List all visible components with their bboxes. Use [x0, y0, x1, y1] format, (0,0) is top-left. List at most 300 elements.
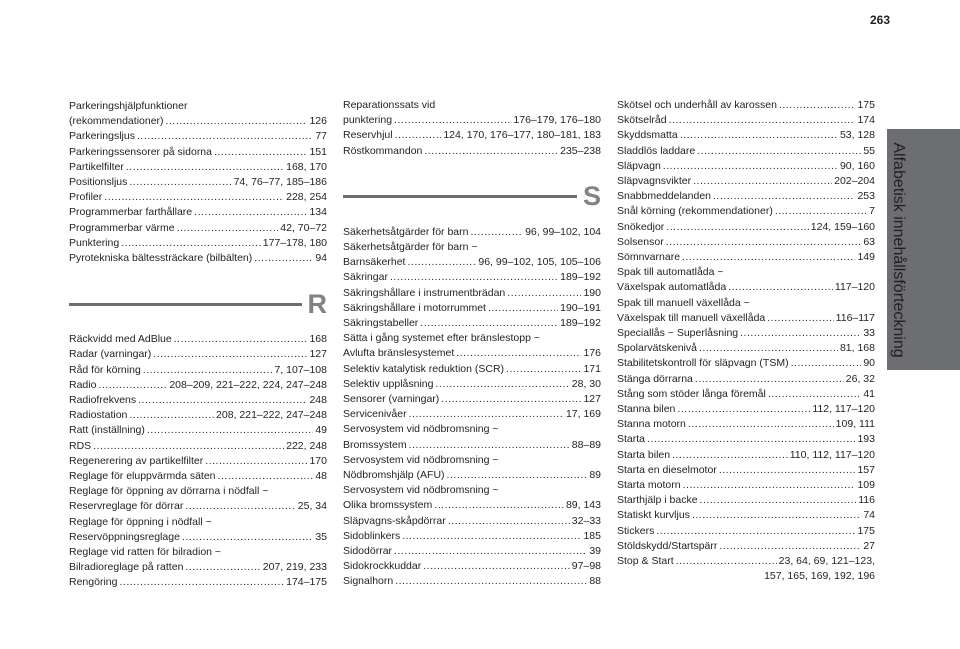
index-entry: [69, 251, 327, 266]
entry-label: Råd för körning: [69, 363, 141, 376]
entry-pages: 7, 107–108: [274, 363, 327, 376]
entry-label: Positionsljus: [69, 176, 128, 189]
entry-pages: 109: [857, 479, 875, 492]
entry-label: Parkeringssensorer på sidorna: [69, 145, 212, 158]
entry-pages: 90, 160: [839, 159, 875, 172]
leader-dots: [395, 574, 587, 589]
entry-heading: Reglage vid ratten för bilradion ~: [69, 546, 222, 559]
leader-dots: [779, 98, 856, 113]
entry-pages: 109, 111: [835, 418, 875, 431]
entry-pages: 175: [857, 524, 875, 537]
leader-dots: [409, 438, 570, 453]
entry-pages: 26, 32: [845, 372, 875, 385]
side-tab-label-wrap: [879, 129, 917, 370]
entry-label: Radio: [69, 378, 97, 391]
entry-pages: 32–33: [571, 514, 601, 527]
entry-heading: Spak till automatlåda ~: [617, 266, 724, 279]
entry-label: Nödbromshjälp (AFU): [343, 469, 445, 482]
leader-dots: [218, 469, 314, 484]
entry-label: Växelspak automatlåda: [617, 281, 727, 294]
entry-pages: 127: [583, 393, 601, 406]
entry-pages: 253: [857, 190, 875, 203]
entry-label: Säkringshållare i motorrummet: [343, 301, 486, 314]
entry-pages: 126: [309, 115, 327, 128]
index-entry: [343, 286, 601, 301]
leader-dots: [697, 144, 861, 159]
index-entry: [617, 448, 875, 463]
index-entry: [617, 159, 875, 174]
entry-pages: 112, 117–120: [812, 403, 875, 416]
entry-label: Solsensor: [617, 235, 664, 248]
index-entry: [69, 175, 327, 190]
entry-label: Stanna motorn: [617, 418, 686, 431]
leader-dots: [185, 560, 260, 575]
index-entry: [343, 270, 601, 285]
leader-dots: [692, 508, 861, 523]
entry-label: Statiskt kurvljus: [617, 509, 690, 522]
index-entry: [617, 98, 875, 113]
leader-dots: [177, 221, 279, 236]
entry-pages: 168: [309, 333, 327, 346]
index-entry: [617, 250, 875, 265]
index-entry: [69, 530, 327, 545]
entry-pages: 175: [857, 99, 875, 111]
index-entry: [343, 346, 601, 361]
entry-label: Säkringshållare i instrumentbrädan: [343, 286, 506, 299]
index-entry: [617, 508, 875, 523]
entry-label: Reservreglage för dörrar: [69, 500, 184, 513]
index-entry: [69, 560, 327, 575]
entry-heading: Parkeringshjälpfunktioner: [69, 100, 188, 112]
index-entry: [617, 432, 875, 447]
leader-dots: [402, 529, 581, 544]
entry-label: Starta en dieselmotor: [617, 463, 717, 476]
index-entry: [343, 514, 601, 529]
entry-pages: 190–191: [560, 301, 601, 314]
index-entry: [343, 498, 601, 513]
entry-heading: Servosystem vid nödbromsning ~: [343, 423, 499, 436]
entry-label: Stång som stöder långa föremål: [617, 387, 766, 400]
entry-pages: 25, 34: [297, 500, 327, 513]
leader-dots: [695, 372, 844, 387]
entry-label: Snål körning (rekommendationer): [617, 205, 773, 218]
leader-dots: [688, 417, 834, 432]
entry-label: Sidodörrar: [343, 545, 393, 558]
index-entry: [69, 408, 327, 423]
leader-dots: [409, 407, 564, 422]
index-block-s: [343, 225, 601, 590]
entry-label: RDS: [69, 439, 92, 452]
entry-pages: 55: [863, 144, 875, 157]
section-letter: S: [582, 181, 601, 212]
entry-pages: 228, 254: [286, 191, 327, 204]
entry-label: Sladdlös laddare: [617, 144, 696, 157]
index-entry: [69, 190, 327, 205]
entry-pages: 48: [315, 470, 327, 483]
leader-dots: [456, 346, 581, 361]
leader-dots: [676, 554, 777, 569]
entry-label: Släpvagns-skåpdörrar: [343, 514, 446, 527]
entry-heading: Säkerhetsåtgärder för barn ~: [343, 241, 478, 254]
entry-pages: 171: [583, 362, 601, 375]
leader-dots: [205, 454, 307, 469]
index-entry: [69, 439, 327, 454]
entry-label: Snökedjor: [617, 220, 665, 233]
entry-pages: 17, 169: [565, 408, 601, 421]
leader-dots: [471, 225, 524, 240]
entry-label: Servicenivåer: [343, 408, 407, 421]
index-entry: [343, 113, 601, 128]
entry-heading: Spak till manuell växellåda ~: [617, 296, 750, 309]
index-entry: [69, 378, 327, 393]
entry-pages: 88–89: [571, 438, 601, 451]
index-entry: [343, 559, 601, 574]
leader-dots: [143, 363, 273, 378]
side-tab-label: Alfabetisk innehållsförteckning: [890, 141, 907, 358]
index-entry: [617, 326, 875, 341]
leader-dots: [677, 402, 810, 417]
index-entry: [617, 554, 875, 569]
entry-pages: 174: [857, 114, 875, 127]
index-entry: [343, 529, 601, 544]
leader-dots: [182, 530, 313, 545]
entry-label: Signalhorn: [343, 575, 394, 588]
entry-pages: 174–175: [286, 576, 327, 589]
entry-label: Reservhjul: [343, 129, 393, 142]
index-entry: [343, 392, 601, 407]
index-entry: [343, 362, 601, 377]
index-entry: [69, 423, 327, 438]
entry-label: Släpvagnsvikter: [617, 175, 692, 188]
entry-label: Växelspak till manuell växellåda: [617, 311, 766, 324]
entry-label: Räckvidd med AdBlue: [69, 333, 172, 346]
entry-pages: 28, 30: [571, 377, 601, 390]
entry-label: Skötselråd: [617, 114, 667, 127]
index-entry: [343, 128, 601, 143]
index-entry: [617, 356, 875, 371]
index-entry: [69, 236, 327, 251]
entry-pages: 27: [863, 539, 875, 552]
entry-label: Programmerbar farthållare: [69, 206, 193, 219]
entry-label: Sensorer (varningar): [343, 393, 440, 406]
entry-pages: 74, 76–77, 185–186: [233, 176, 327, 189]
entry-label: Avlufta bränslesystemet: [343, 347, 455, 360]
entry-label: Reservöppningsreglage: [69, 530, 180, 543]
index-entry: [617, 372, 875, 387]
entry-heading: Reglage för öppning av dörrarna i nödfall ~: [69, 485, 269, 498]
leader-dots: [194, 205, 307, 220]
entry-pages: 77: [315, 130, 327, 143]
entry-pages: 35: [315, 530, 327, 543]
index-entry: [343, 438, 601, 453]
leader-dots: [693, 174, 832, 189]
entry-pages: 176: [583, 347, 601, 360]
index-block-r: [69, 332, 327, 590]
index-entry: [617, 478, 875, 493]
section-divider: [343, 195, 577, 198]
entry-pages: 177–178, 180: [262, 236, 327, 249]
entry-label: Regenerering av partikelfilter: [69, 454, 204, 467]
entry-label: Partikelfilter: [69, 160, 124, 173]
entry-label: Barnsäkerhet: [343, 256, 406, 269]
entry-label: Radiofrekvens: [69, 394, 137, 407]
entry-pages: 88: [589, 575, 601, 588]
entry-pages-continued: 157, 165, 169, 192, 196: [764, 570, 875, 583]
entry-pages: 33: [863, 327, 875, 340]
index-entry: [617, 204, 875, 219]
entry-heading: Reglage för öppning i nödfall ~: [69, 515, 212, 528]
leader-dots: [434, 498, 564, 513]
entry-pages: 116: [858, 494, 875, 507]
entry-label: Olika bromssystem: [343, 499, 433, 512]
entry-label: Bilradioreglage på ratten: [69, 561, 184, 574]
entry-label: Starta: [617, 433, 646, 446]
entry-label: Skötsel och underhåll av karossen: [617, 99, 777, 111]
entry-pages: 97–98: [571, 560, 601, 573]
entry-label: Sömnvarnare: [617, 251, 681, 264]
section-header-r: [69, 288, 327, 320]
leader-dots: [728, 280, 833, 295]
entry-pages: 190: [583, 286, 601, 299]
index-entry: [617, 402, 875, 417]
entry-pages: 39: [589, 545, 601, 558]
index-entry: [617, 463, 875, 478]
index-entry: [343, 544, 601, 559]
entry-pages: 208–209, 221–222, 224, 247–248: [169, 378, 327, 391]
index-entry: [617, 144, 875, 159]
leader-dots: [423, 559, 570, 574]
entry-label: Säkringstabeller: [343, 317, 419, 330]
entry-label: Sidoblinkers: [343, 529, 401, 542]
index-entry: [69, 205, 327, 220]
section-header-s: [343, 181, 601, 213]
leader-dots: [104, 190, 284, 205]
index-entry: [617, 493, 875, 508]
leader-dots: [147, 423, 313, 438]
leader-dots: [138, 393, 307, 408]
leader-dots: [153, 347, 307, 362]
entry-label: Stickers: [617, 524, 655, 537]
entry-pages: 49: [315, 424, 327, 437]
entry-label: Profiler: [69, 191, 103, 204]
entry-pages: 117–120: [834, 281, 875, 294]
leader-dots: [435, 377, 569, 392]
entry-pages: 248: [309, 394, 327, 407]
index-entry: [617, 524, 875, 539]
index-entry: [617, 113, 875, 128]
leader-dots: [669, 113, 856, 128]
index-column-2: [343, 98, 601, 590]
entry-pages: 96, 99–102, 104: [525, 225, 601, 238]
leader-dots: [488, 301, 558, 316]
entry-heading: Sätta i gång systemet efter bränslestopp ~: [343, 332, 540, 345]
entry-pages: 124, 170, 176–177, 180–181, 183: [443, 129, 601, 142]
entry-pages: 176–179, 176–180: [513, 114, 601, 127]
leader-dots: [121, 236, 261, 251]
leader-dots: [119, 575, 284, 590]
leader-dots: [663, 159, 838, 174]
index-entry: [69, 469, 327, 484]
entry-pages: 170: [309, 454, 327, 467]
entry-label: Speciallås ~ Superlåsning: [617, 327, 739, 340]
entry-pages: 168, 170: [286, 160, 327, 173]
leader-dots: [129, 175, 231, 190]
entry-pages: 41: [863, 387, 875, 400]
index-entry: [343, 255, 601, 270]
leader-dots: [656, 524, 855, 539]
leader-dots: [254, 251, 313, 266]
leader-dots: [713, 189, 855, 204]
index-entry: [69, 363, 327, 378]
leader-dots: [166, 114, 308, 129]
entry-label: Säkerhetsåtgärder för barn: [343, 225, 469, 238]
entry-pages: 157: [857, 463, 875, 476]
entry-pages: 222, 248: [286, 439, 327, 452]
entry-label: (rekommendationer): [69, 115, 164, 128]
entry-label: punktering: [343, 114, 393, 127]
entry-heading: Reparationssats vid: [343, 99, 436, 111]
entry-pages: 89, 143: [565, 499, 601, 512]
leader-dots: [791, 356, 862, 371]
index-block-p: [69, 99, 327, 266]
entry-label: Spolarvätskenivå: [617, 342, 697, 355]
leader-dots: [394, 113, 511, 128]
index-entry: [69, 114, 327, 129]
entry-label: Punktering: [69, 236, 120, 249]
entry-pages: 208, 221–222, 247–248: [216, 409, 327, 422]
entry-pages: 116–117: [835, 311, 875, 324]
leader-dots: [647, 432, 855, 447]
entry-pages: 202–204: [834, 175, 875, 188]
page-number: 263: [870, 13, 891, 27]
index-block-s-continued: [617, 98, 875, 585]
leader-dots: [407, 255, 476, 270]
leader-dots: [768, 387, 861, 402]
entry-pages: 81, 168: [839, 342, 875, 355]
leader-dots: [666, 235, 862, 250]
entry-pages: 189–192: [560, 317, 601, 330]
entry-pages: 149: [857, 251, 875, 264]
index-entry: [617, 189, 875, 204]
index-entry: [69, 393, 327, 408]
leader-dots: [682, 250, 855, 265]
index-entry: [343, 407, 601, 422]
index-entry: [69, 454, 327, 469]
leader-dots: [126, 160, 284, 175]
index-entry: [617, 539, 875, 554]
leader-dots: [767, 311, 833, 326]
leader-dots: [700, 493, 857, 508]
entry-label: Stop & Start: [617, 555, 674, 568]
index-entry: [343, 316, 601, 331]
index-entry: [343, 377, 601, 392]
entry-label: Sidokrockkuddar: [343, 560, 422, 573]
leader-dots: [719, 463, 856, 478]
leader-dots: [699, 341, 838, 356]
leader-dots: [93, 439, 284, 454]
leader-dots: [441, 392, 581, 407]
index-entry: [343, 574, 601, 589]
entry-label: Starta motorn: [617, 479, 681, 492]
leader-dots: [137, 129, 313, 144]
index-entry: [69, 129, 327, 144]
entry-label: Stabilitetskontroll för släpvagn (TSM): [617, 357, 789, 370]
entry-pages: 63: [863, 235, 875, 248]
index-entry: [69, 499, 327, 514]
leader-dots: [214, 145, 307, 160]
entry-label: Parkeringsljus: [69, 130, 135, 143]
index-entry: [69, 332, 327, 347]
leader-dots: [719, 539, 861, 554]
index-entry: [69, 347, 327, 362]
entry-label: Släpvagn: [617, 159, 661, 172]
leader-dots: [666, 220, 808, 235]
entry-pages: 89: [589, 469, 601, 482]
leader-dots: [775, 204, 867, 219]
entry-pages: 7: [869, 205, 875, 218]
entry-label: Stänga dörrarna: [617, 372, 693, 385]
entry-label: Selektiv katalytisk reduktion (SCR): [343, 362, 505, 375]
index-entry: [69, 160, 327, 175]
entry-heading: Servosystem vid nödbromsning ~: [343, 484, 499, 497]
index-entry: [69, 221, 327, 236]
index-entry: [617, 220, 875, 235]
section-letter: R: [307, 288, 327, 319]
index-entry: [343, 301, 601, 316]
index-entry: [617, 311, 875, 326]
entry-label: Röstkommandon: [343, 144, 423, 157]
leader-dots: [395, 128, 442, 143]
entry-label: Skyddsmatta: [617, 129, 678, 142]
leader-dots: [447, 468, 588, 483]
index-entry: [617, 280, 875, 295]
leader-dots: [174, 332, 308, 347]
entry-label: Programmerbar värme: [69, 221, 175, 234]
entry-label: Starta bilen: [617, 448, 671, 461]
entry-pages: 96, 99–102, 105, 105–106: [478, 256, 601, 269]
entry-label: Selektiv upplåsning: [343, 377, 434, 390]
leader-dots: [740, 326, 861, 341]
entry-pages: 189–192: [560, 271, 601, 284]
entry-label: Snabbmeddelanden: [617, 190, 711, 203]
index-entry: [343, 144, 601, 159]
index-column-3: [617, 98, 875, 585]
entry-pages: 185: [583, 529, 601, 542]
leader-dots: [680, 128, 838, 143]
entry-label: Bromssystem: [343, 438, 407, 451]
index-entry: [69, 145, 327, 160]
leader-dots: [420, 316, 558, 331]
entry-pages: 110, 112, 117–120: [789, 448, 875, 461]
entry-label: Radar (varningar): [69, 348, 152, 361]
leader-dots: [390, 270, 558, 285]
index-block-r-continued: [343, 98, 601, 159]
leader-dots: [394, 544, 587, 559]
entry-pages: 42, 70–72: [280, 221, 327, 234]
entry-label: Säkringar: [343, 271, 388, 284]
entry-label: Stöldskydd/Startspärr: [617, 539, 718, 552]
entry-pages: 53, 128: [839, 129, 875, 142]
entry-label: Reglage för eluppvärmda säten: [69, 470, 216, 483]
index-entry: [69, 575, 327, 590]
entry-pages: 23, 64, 69, 121–123,: [778, 555, 875, 568]
index-entry: [617, 235, 875, 250]
leader-dots: [507, 286, 581, 301]
leader-dots: [129, 408, 214, 423]
entry-pages: 151: [309, 145, 327, 158]
entry-pages: 124, 159–160: [810, 220, 875, 233]
leader-dots: [424, 144, 558, 159]
